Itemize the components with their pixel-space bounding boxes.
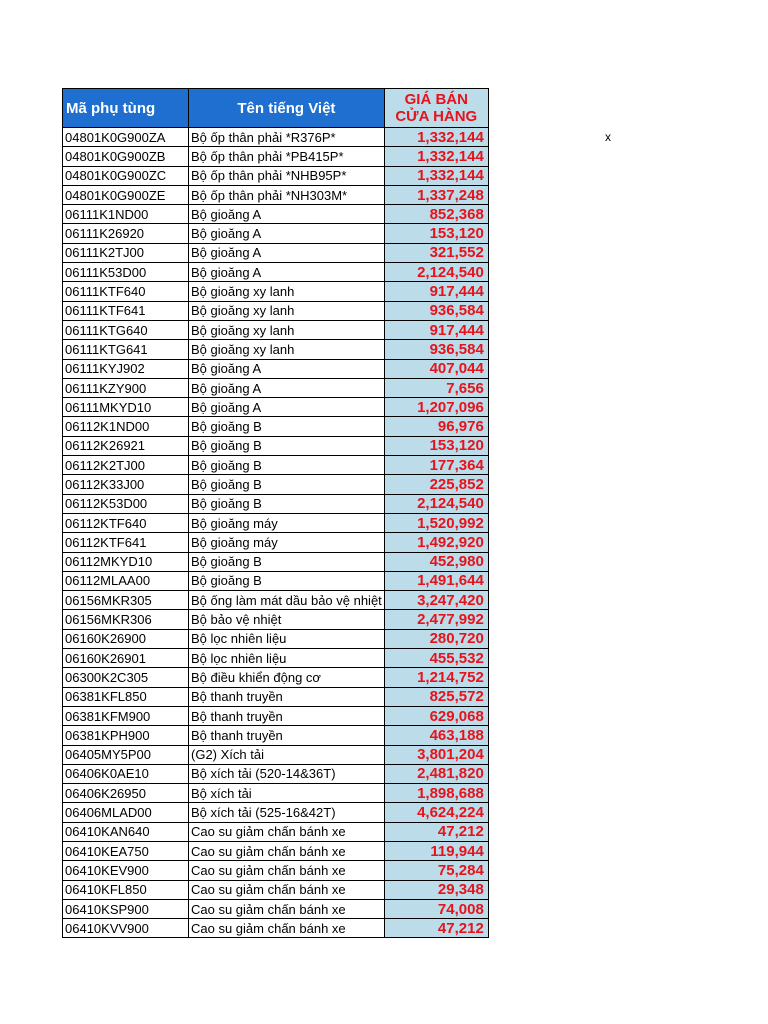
table-row bbox=[63, 185, 489, 204]
price-cell: 936,584 bbox=[384, 340, 488, 359]
table-row bbox=[63, 301, 489, 320]
price-cell: 1,492,920 bbox=[384, 533, 488, 552]
part-name-cell: Bộ lọc nhiên liệu bbox=[189, 649, 385, 668]
table-row bbox=[63, 205, 489, 224]
price-cell: 936,584 bbox=[384, 301, 488, 320]
price-cell: 3,801,204 bbox=[384, 745, 488, 764]
price-cell: 225,852 bbox=[384, 475, 488, 494]
table-row bbox=[63, 861, 489, 880]
table-row bbox=[63, 784, 489, 803]
price-cell: 3,247,420 bbox=[384, 591, 488, 610]
table-row bbox=[63, 668, 489, 687]
header-price-line1: GIÁ BÁN bbox=[404, 91, 468, 108]
part-name-cell: Bộ ốp thân phải *NHB95P* bbox=[189, 166, 385, 185]
part-name-cell: Bộ thanh truyền bbox=[189, 726, 385, 745]
price-cell: 917,444 bbox=[384, 320, 488, 339]
part-name-cell: Bộ gioăng B bbox=[189, 456, 385, 475]
part-name-cell: Cao su giảm chấn bánh xe bbox=[189, 861, 385, 880]
part-code-cell: 06112K33J00 bbox=[63, 475, 189, 494]
part-name-cell: Bộ gioăng B bbox=[189, 494, 385, 513]
part-code-cell: 06381KPH900 bbox=[63, 726, 189, 745]
part-name-cell: Cao su giảm chấn bánh xe bbox=[189, 822, 385, 841]
part-code-cell: 06112MKYD10 bbox=[63, 552, 189, 571]
part-code-cell: 06111K53D00 bbox=[63, 263, 189, 282]
part-code-cell: 06156MKR306 bbox=[63, 610, 189, 629]
table-row bbox=[63, 263, 489, 282]
table-row bbox=[63, 687, 489, 706]
table-row bbox=[63, 571, 489, 590]
part-name-cell: Cao su giảm chấn bánh xe bbox=[189, 919, 385, 938]
price-cell: 1,337,248 bbox=[384, 185, 488, 204]
part-code-cell: 06156MKR305 bbox=[63, 591, 189, 610]
price-cell: 917,444 bbox=[384, 282, 488, 301]
part-name-cell: Bộ gioăng máy bbox=[189, 533, 385, 552]
table-row bbox=[63, 880, 489, 899]
part-code-cell: 06160K26901 bbox=[63, 649, 189, 668]
table-row bbox=[63, 822, 489, 841]
part-name-cell: Cao su giảm chấn bánh xe bbox=[189, 899, 385, 918]
part-code-cell: 04801K0G900ZC bbox=[63, 166, 189, 185]
part-name-cell: Bộ ốp thân phải *PB415P* bbox=[189, 147, 385, 166]
table-row bbox=[63, 224, 489, 243]
part-name-cell: Bộ gioăng xy lanh bbox=[189, 282, 385, 301]
table-row bbox=[63, 745, 489, 764]
part-name-cell: Cao su giảm chấn bánh xe bbox=[189, 880, 385, 899]
table-row bbox=[63, 803, 489, 822]
part-code-cell: 06406K26950 bbox=[63, 784, 189, 803]
part-code-cell: 04801K0G900ZE bbox=[63, 185, 189, 204]
part-name-cell: Bộ gioăng A bbox=[189, 243, 385, 262]
part-code-cell: 06406MLAD00 bbox=[63, 803, 189, 822]
price-cell: 96,976 bbox=[384, 417, 488, 436]
price-cell: 2,477,992 bbox=[384, 610, 488, 629]
part-code-cell: 06111KTG640 bbox=[63, 320, 189, 339]
table-row bbox=[63, 513, 489, 532]
price-cell: 47,212 bbox=[384, 822, 488, 841]
part-code-cell: 06410KSP900 bbox=[63, 899, 189, 918]
header-vietnamese-name: Tên tiếng Việt bbox=[189, 89, 385, 128]
table-row bbox=[63, 398, 489, 417]
price-cell: 1,207,096 bbox=[384, 398, 488, 417]
price-cell: 47,212 bbox=[384, 919, 488, 938]
price-cell: 4,624,224 bbox=[384, 803, 488, 822]
table-row bbox=[63, 340, 489, 359]
part-code-cell: 06111K26920 bbox=[63, 224, 189, 243]
part-name-cell: Bộ gioăng B bbox=[189, 436, 385, 455]
table-row bbox=[63, 417, 489, 436]
part-name-cell: Bộ điều khiển động cơ bbox=[189, 668, 385, 687]
price-cell: 74,008 bbox=[384, 899, 488, 918]
part-code-cell: 06410KEA750 bbox=[63, 841, 189, 860]
table-row bbox=[63, 378, 489, 397]
price-cell: 1,332,144 bbox=[384, 147, 488, 166]
part-code-cell: 06112K1ND00 bbox=[63, 417, 189, 436]
header-store-price bbox=[384, 89, 488, 128]
part-name-cell: (G2) Xích tải bbox=[189, 745, 385, 764]
table-row bbox=[63, 649, 489, 668]
table-row bbox=[63, 243, 489, 262]
part-name-cell: Bộ lọc nhiên liệu bbox=[189, 629, 385, 648]
price-cell: 2,124,540 bbox=[384, 494, 488, 513]
part-code-cell: 06160K26900 bbox=[63, 629, 189, 648]
part-name-cell: Bộ thanh truyền bbox=[189, 706, 385, 725]
header-part-code: Mã phụ tùng bbox=[63, 89, 189, 128]
part-code-cell: 06111KYJ902 bbox=[63, 359, 189, 378]
part-code-cell: 06410KEV900 bbox=[63, 861, 189, 880]
part-name-cell: Bộ gioăng B bbox=[189, 571, 385, 590]
part-code-cell: 06111KTF641 bbox=[63, 301, 189, 320]
part-code-cell: 06111KZY900 bbox=[63, 378, 189, 397]
table-row bbox=[63, 841, 489, 860]
price-cell: 825,572 bbox=[384, 687, 488, 706]
price-cell: 153,120 bbox=[384, 224, 488, 243]
price-cell: 29,348 bbox=[384, 880, 488, 899]
part-name-cell: Bộ ốp thân phải *NH303M* bbox=[189, 185, 385, 204]
part-code-cell: 06381KFL850 bbox=[63, 687, 189, 706]
table-row bbox=[63, 764, 489, 783]
part-name-cell: Bộ bảo vệ nhiệt bbox=[189, 610, 385, 629]
price-cell: 75,284 bbox=[384, 861, 488, 880]
table-row bbox=[63, 726, 489, 745]
part-name-cell: Bộ gioăng A bbox=[189, 359, 385, 378]
part-name-cell: Bộ gioăng A bbox=[189, 398, 385, 417]
part-name-cell: Cao su giảm chấn bánh xe bbox=[189, 841, 385, 860]
part-code-cell: 06300K2C305 bbox=[63, 668, 189, 687]
part-code-cell: 06112KTF641 bbox=[63, 533, 189, 552]
price-cell: 119,944 bbox=[384, 841, 488, 860]
table-row bbox=[63, 706, 489, 725]
part-name-cell: Bộ gioăng B bbox=[189, 552, 385, 571]
part-name-cell: Bộ gioăng B bbox=[189, 417, 385, 436]
price-cell: 2,124,540 bbox=[384, 263, 488, 282]
part-code-cell: 06111KTF640 bbox=[63, 282, 189, 301]
part-code-cell: 06406K0AE10 bbox=[63, 764, 189, 783]
part-name-cell: Bộ thanh truyền bbox=[189, 687, 385, 706]
part-code-cell: 06112K26921 bbox=[63, 436, 189, 455]
table-row bbox=[63, 456, 489, 475]
price-cell: 1,898,688 bbox=[384, 784, 488, 803]
part-code-cell: 06111MKYD10 bbox=[63, 398, 189, 417]
part-name-cell: Bộ gioăng A bbox=[189, 263, 385, 282]
part-name-cell: Bộ gioăng A bbox=[189, 205, 385, 224]
price-cell: 7,656 bbox=[384, 378, 488, 397]
part-name-cell: Bộ ống làm mát dầu bảo vệ nhiệt bbox=[189, 591, 385, 610]
table-row bbox=[63, 899, 489, 918]
price-cell: 1,214,752 bbox=[384, 668, 488, 687]
part-code-cell: 04801K0G900ZA bbox=[63, 128, 189, 147]
cell-marker: x bbox=[605, 130, 611, 144]
table-row bbox=[63, 128, 489, 147]
price-cell: 1,491,644 bbox=[384, 571, 488, 590]
part-name-cell: Bộ gioăng xy lanh bbox=[189, 340, 385, 359]
price-cell: 463,188 bbox=[384, 726, 488, 745]
part-code-cell: 06112MLAA00 bbox=[63, 571, 189, 590]
part-code-cell: 06410KFL850 bbox=[63, 880, 189, 899]
table-row bbox=[63, 475, 489, 494]
price-cell: 2,481,820 bbox=[384, 764, 488, 783]
price-cell: 280,720 bbox=[384, 629, 488, 648]
price-cell: 452,980 bbox=[384, 552, 488, 571]
part-code-cell: 06410KAN640 bbox=[63, 822, 189, 841]
price-cell: 321,552 bbox=[384, 243, 488, 262]
table-row bbox=[63, 359, 489, 378]
table-row bbox=[63, 320, 489, 339]
price-cell: 852,368 bbox=[384, 205, 488, 224]
table-row bbox=[63, 629, 489, 648]
part-name-cell: Bộ gioăng xy lanh bbox=[189, 320, 385, 339]
part-code-cell: 06410KVV900 bbox=[63, 919, 189, 938]
table-row bbox=[63, 147, 489, 166]
table-row bbox=[63, 591, 489, 610]
part-name-cell: Bộ gioăng A bbox=[189, 224, 385, 243]
header-price-line2: CỬA HÀNG bbox=[395, 108, 478, 125]
part-name-cell: Bộ xích tải (525-16&42T) bbox=[189, 803, 385, 822]
table-row bbox=[63, 610, 489, 629]
price-cell: 1,332,144 bbox=[384, 128, 488, 147]
table-row bbox=[63, 436, 489, 455]
table-row bbox=[63, 919, 489, 938]
part-name-cell: Bộ ốp thân phải *R376P* bbox=[189, 128, 385, 147]
part-code-cell: 04801K0G900ZB bbox=[63, 147, 189, 166]
part-name-cell: Bộ gioăng B bbox=[189, 475, 385, 494]
table-row bbox=[63, 282, 489, 301]
part-code-cell: 06112K2TJ00 bbox=[63, 456, 189, 475]
table-row bbox=[63, 494, 489, 513]
price-cell: 455,532 bbox=[384, 649, 488, 668]
part-name-cell: Bộ xích tải (520-14&36T) bbox=[189, 764, 385, 783]
parts-price-table bbox=[62, 88, 489, 938]
part-name-cell: Bộ gioăng A bbox=[189, 378, 385, 397]
price-cell: 177,364 bbox=[384, 456, 488, 475]
price-cell: 407,044 bbox=[384, 359, 488, 378]
part-code-cell: 06111K2TJ00 bbox=[63, 243, 189, 262]
part-name-cell: Bộ gioăng xy lanh bbox=[189, 301, 385, 320]
part-name-cell: Bộ gioăng máy bbox=[189, 513, 385, 532]
part-code-cell: 06111KTG641 bbox=[63, 340, 189, 359]
price-cell: 1,520,992 bbox=[384, 513, 488, 532]
table-row bbox=[63, 552, 489, 571]
part-code-cell: 06405MY5P00 bbox=[63, 745, 189, 764]
table-row bbox=[63, 533, 489, 552]
part-code-cell: 06112KTF640 bbox=[63, 513, 189, 532]
table-row bbox=[63, 166, 489, 185]
part-code-cell: 06381KFM900 bbox=[63, 706, 189, 725]
header-row bbox=[63, 89, 489, 128]
price-cell: 1,332,144 bbox=[384, 166, 488, 185]
part-code-cell: 06111K1ND00 bbox=[63, 205, 189, 224]
price-cell: 153,120 bbox=[384, 436, 488, 455]
part-code-cell: 06112K53D00 bbox=[63, 494, 189, 513]
part-name-cell: Bộ xích tải bbox=[189, 784, 385, 803]
price-cell: 629,068 bbox=[384, 706, 488, 725]
